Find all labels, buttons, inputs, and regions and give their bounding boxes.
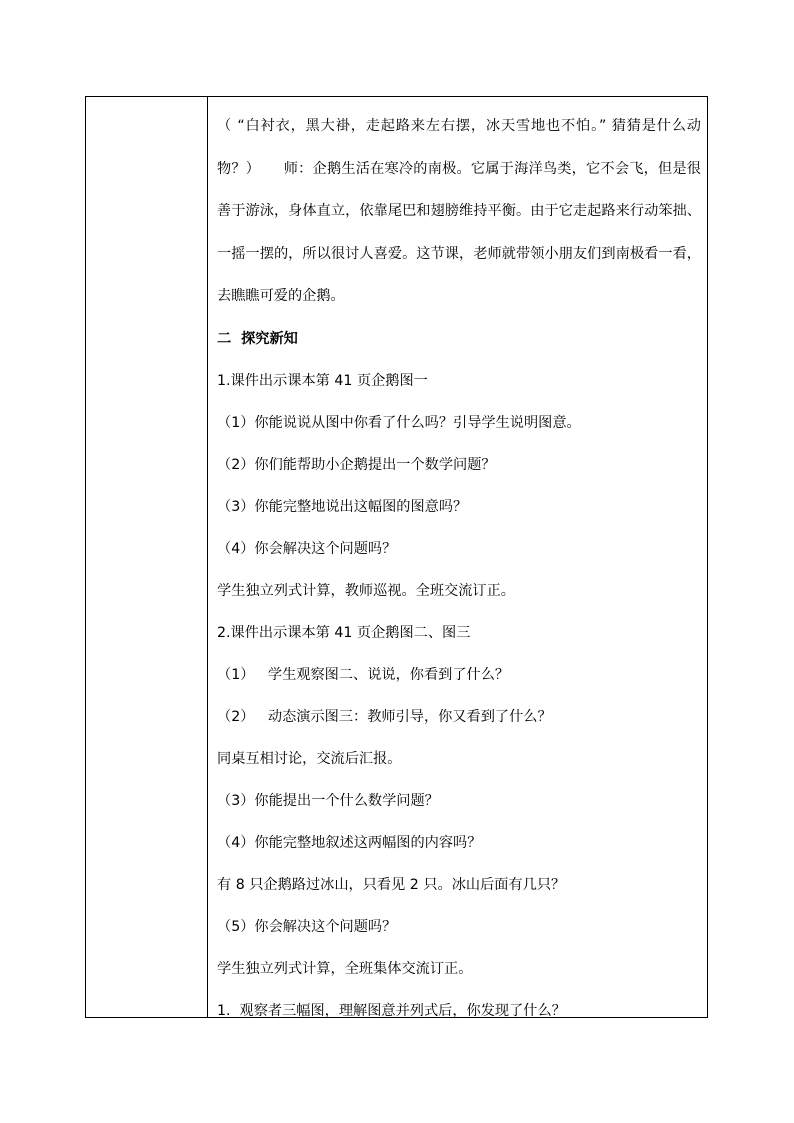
- lesson-table: [85, 96, 708, 1018]
- section-heading: 二 探究新知: [217, 330, 298, 347]
- content-line: （5）你会解决这个问题吗？: [217, 918, 397, 935]
- content-line: 1. 观察者三幅图，理解图意并列式后，你发现了什么？: [217, 1002, 566, 1019]
- content-line: 2.课件出示课本第 41 页企鹅图二、图三: [217, 624, 471, 641]
- table-content-cell: [208, 97, 707, 1017]
- content-line: 学生独立列式计算，教师巡视。全班交流订正。: [217, 582, 515, 599]
- content-line: （1） 学生观察图二、说说，你看到了什么？: [217, 666, 510, 683]
- content-line: （3）你能提出一个什么数学问题？: [217, 792, 439, 809]
- content-line: （4）你会解决这个问题吗？: [217, 540, 397, 557]
- table-left-cell: [86, 97, 208, 1017]
- content-line: 学生独立列式计算，全班集体交流订正。: [217, 960, 473, 977]
- content-line: 1.课件出示课本第 41 页企鹅图一: [217, 372, 428, 389]
- content-line: （2） 动态演示图三：教师引导，你又看到了什么？: [217, 708, 552, 725]
- content-line: 同桌互相讨论，交流后汇报。: [217, 750, 402, 767]
- intro-paragraph: （ “白衬衣，黑大褂，走起路来左右摆，冰天雪地也不怕。” 猜猜是什么动物？） 师：企鹅生活在寒冷的南极。它属于海洋鸟类，它不会飞，但是很善于游泳，身体直立，依靠尾巴和翅膀维持平衡。由于它走起路来行动笨拙、一摇一摆的，所以很讨人喜爱。这节课，老师就带领小朋友们到南极看一看，去瞧瞧可爱的企鹅。: [217, 118, 701, 304]
- content-line: （4）你能完整地叙述这两幅图的内容吗？: [217, 834, 482, 851]
- content-line: （1）你能说说从图中你看了什么吗？引导学生说明图意。: [217, 414, 581, 431]
- content-line: 有 8 只企鹅路过冰山，只看见 2 只。冰山后面有几只？: [217, 876, 566, 893]
- content-line: （3）你能完整地说出这幅图的图意吗？: [217, 498, 468, 515]
- content-line: （2）你们能帮助小企鹅提出一个数学问题？: [217, 456, 496, 473]
